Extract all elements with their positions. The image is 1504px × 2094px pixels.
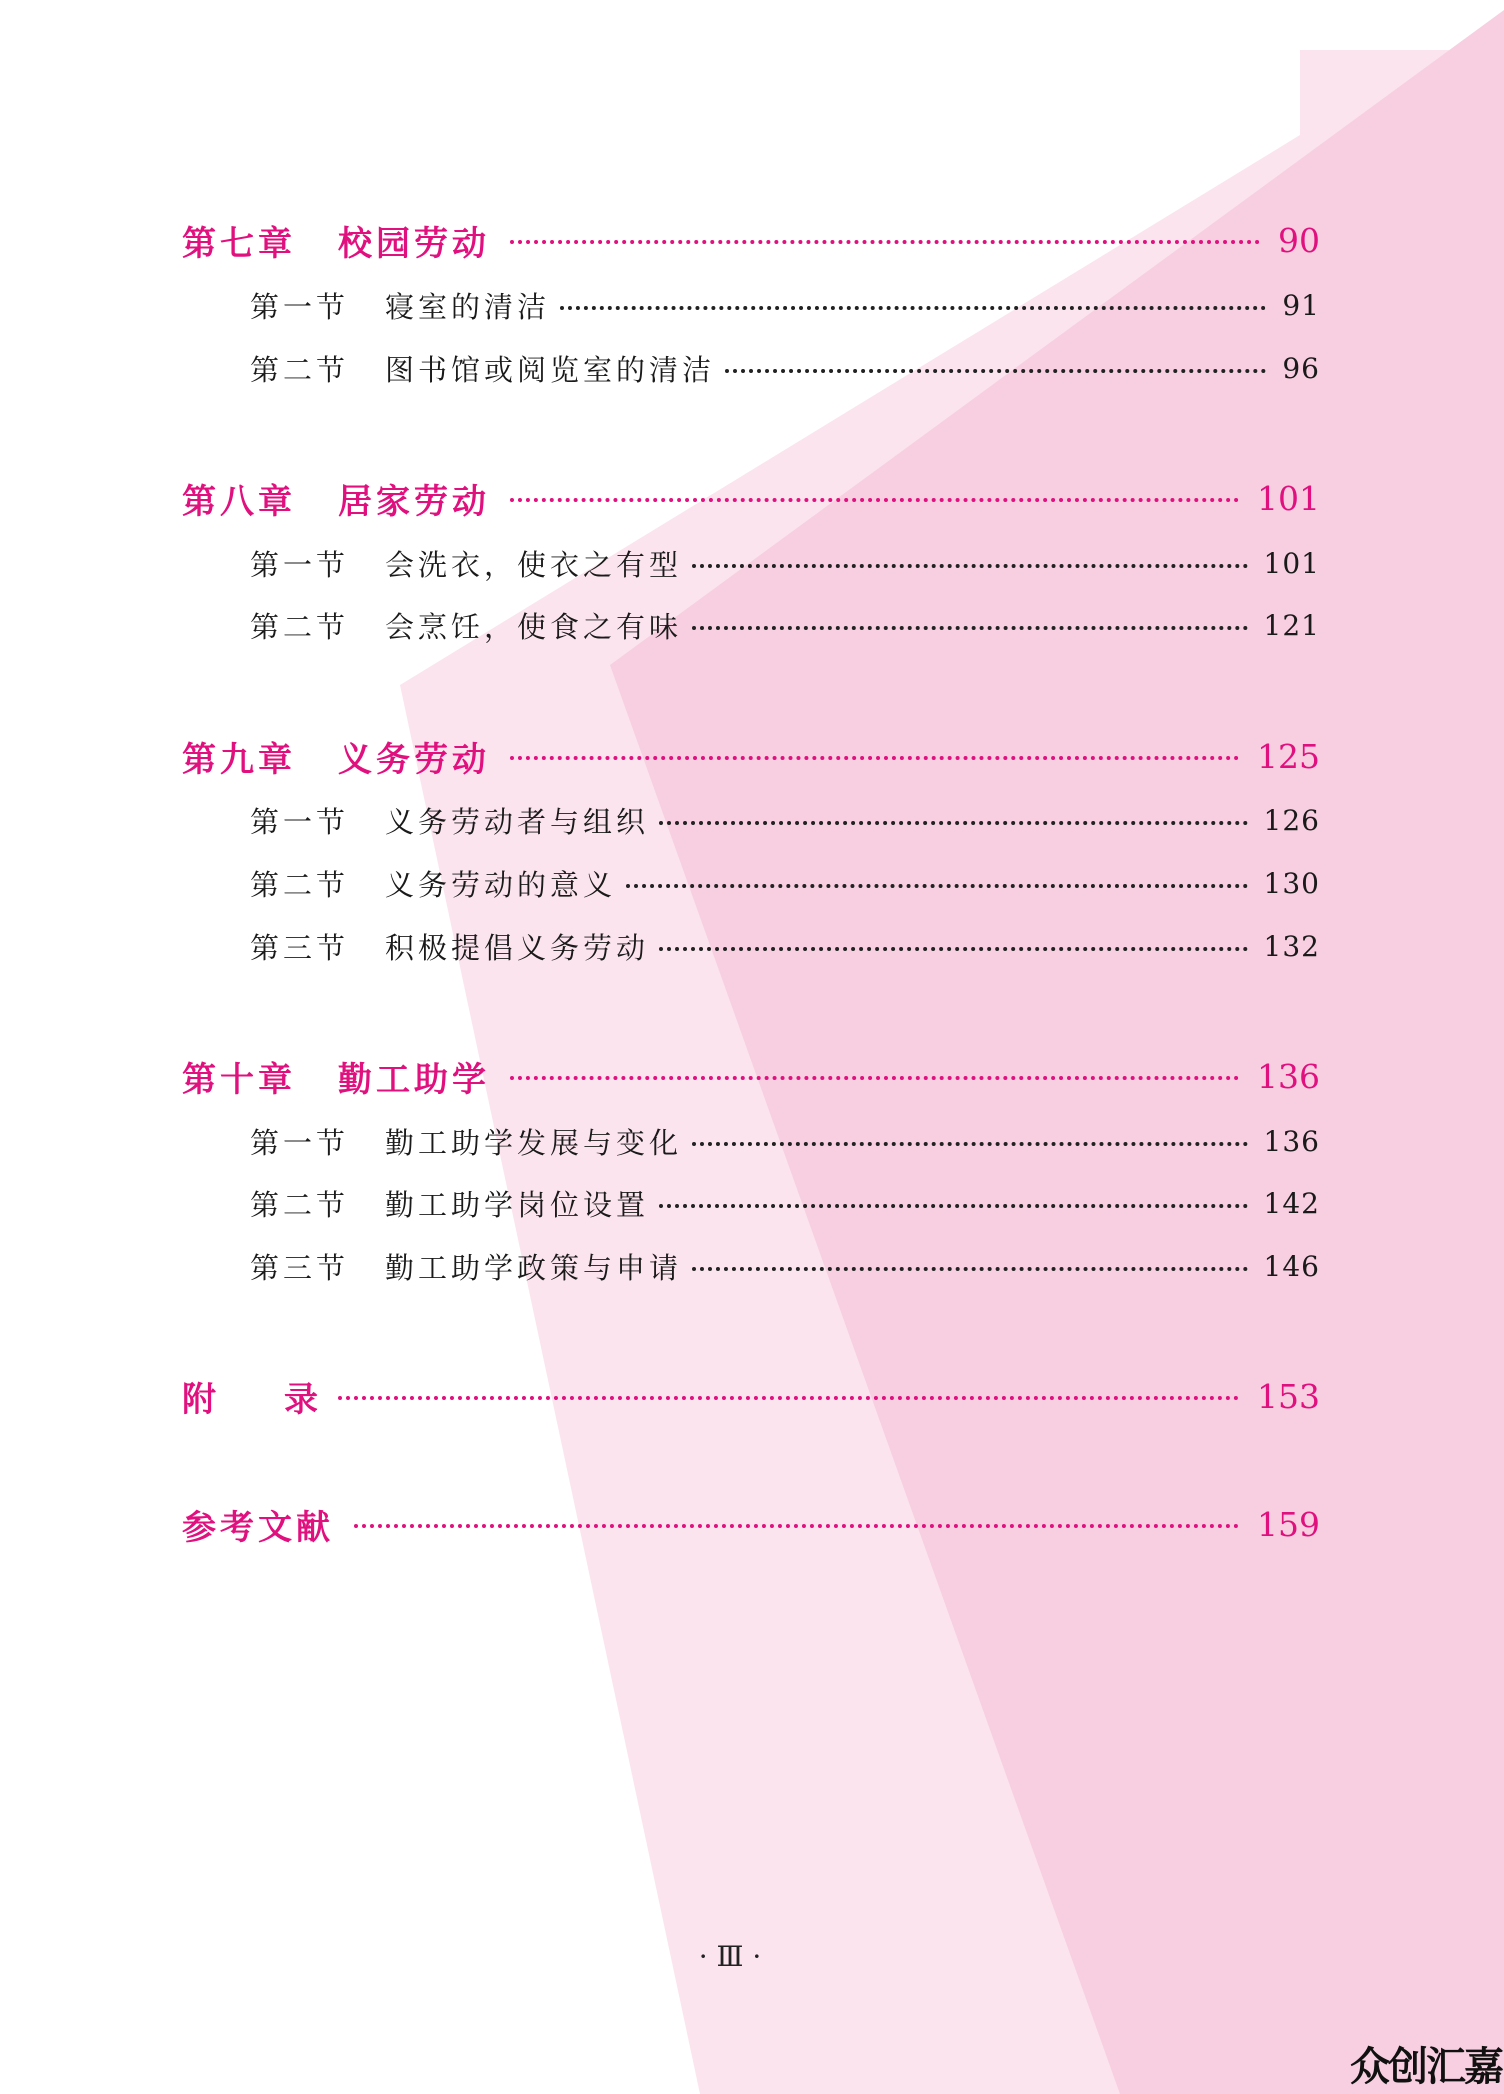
dot-leader	[692, 1267, 1248, 1271]
page-number: 146	[1263, 1249, 1320, 1283]
watermark-logo: 众创汇嘉	[1350, 2044, 1502, 2090]
page-number: 142	[1263, 1186, 1320, 1220]
dot-leader	[338, 1396, 1239, 1400]
dot-leader	[510, 1076, 1239, 1080]
section-number: 第一节	[250, 1125, 350, 1160]
dot-leader	[659, 947, 1248, 951]
dot-leader	[626, 884, 1248, 888]
section-title: 图书馆或阅览室的清洁	[385, 352, 716, 387]
appendix-entry[interactable]	[182, 1372, 1320, 1420]
section-entry[interactable]	[250, 347, 1320, 389]
page-number: 136	[1263, 1124, 1320, 1158]
section-title: 义务劳动者与组织	[385, 804, 650, 839]
references-label: 参考文献	[182, 1507, 334, 1548]
dot-leader	[692, 564, 1248, 568]
page-folio: · Ⅲ ·	[698, 1940, 762, 1973]
section-entry[interactable]	[250, 1245, 1320, 1287]
chapter-10-entry[interactable]	[182, 1052, 1320, 1100]
page-number: 101	[1257, 478, 1320, 518]
section-number: 第二节	[250, 1187, 350, 1222]
section-entry[interactable]	[250, 799, 1320, 841]
dot-leader	[725, 369, 1266, 373]
dot-leader	[510, 240, 1260, 244]
section-entry[interactable]	[250, 862, 1320, 904]
section-entry[interactable]	[250, 604, 1320, 646]
dot-leader	[659, 821, 1248, 825]
section-number: 第二节	[250, 352, 350, 387]
page-number: 90	[1278, 220, 1320, 260]
appendix-label: 附 录	[182, 1379, 318, 1420]
section-number: 第二节	[250, 609, 350, 644]
section-number: 第一节	[250, 289, 350, 324]
chapter-title: 校园劳动	[338, 223, 490, 264]
section-title: 寝室的清洁	[385, 289, 551, 324]
section-entry[interactable]	[250, 925, 1320, 967]
dot-leader	[692, 626, 1248, 630]
section-title: 勤工助学发展与变化	[385, 1125, 683, 1160]
page-number: 125	[1257, 736, 1320, 776]
section-entry[interactable]	[250, 1120, 1320, 1162]
chapter-8-entry[interactable]	[182, 474, 1320, 522]
page-number: 159	[1257, 1504, 1320, 1544]
page-number: 121	[1263, 608, 1320, 642]
section-entry[interactable]	[250, 542, 1320, 584]
section-number: 第二节	[250, 867, 350, 902]
page-number: 132	[1263, 929, 1320, 963]
dot-leader	[354, 1524, 1239, 1528]
chapter-title: 居家劳动	[338, 481, 490, 522]
chapter-title: 义务劳动	[338, 739, 490, 780]
section-number: 第一节	[250, 804, 350, 839]
page-number: 130	[1263, 866, 1320, 900]
page-number: 101	[1263, 546, 1320, 580]
section-title: 勤工助学政策与申请	[385, 1250, 683, 1285]
section-title: 勤工助学岗位设置	[385, 1187, 650, 1222]
section-number: 第一节	[250, 547, 350, 582]
page-number: 136	[1257, 1056, 1320, 1096]
section-title: 会烹饪，使食之有味	[385, 609, 683, 644]
section-entry[interactable]	[250, 284, 1320, 326]
chapter-number: 第八章	[182, 481, 296, 522]
page-number: 153	[1257, 1376, 1320, 1416]
dot-leader	[659, 1204, 1248, 1208]
chapter-9-entry[interactable]	[182, 732, 1320, 780]
section-title: 义务劳动的意义	[385, 867, 617, 902]
dot-leader	[692, 1142, 1248, 1146]
dot-leader	[510, 756, 1239, 760]
page-number: 96	[1282, 351, 1320, 385]
dot-leader	[510, 498, 1239, 502]
section-entry[interactable]	[250, 1182, 1320, 1224]
section-number: 第三节	[250, 930, 350, 965]
chapter-number: 第九章	[182, 739, 296, 780]
section-title: 会洗衣，使衣之有型	[385, 547, 683, 582]
section-number: 第三节	[250, 1250, 350, 1285]
page-number: 91	[1282, 288, 1320, 322]
dot-leader	[560, 306, 1266, 310]
chapter-number: 第十章	[182, 1059, 296, 1100]
references-entry[interactable]	[182, 1500, 1320, 1548]
chapter-title: 勤工助学	[338, 1059, 490, 1100]
chapter-7-entry[interactable]	[182, 216, 1320, 264]
section-title: 积极提倡义务劳动	[385, 930, 650, 965]
page-number: 126	[1263, 803, 1320, 837]
chapter-number: 第七章	[182, 223, 296, 264]
